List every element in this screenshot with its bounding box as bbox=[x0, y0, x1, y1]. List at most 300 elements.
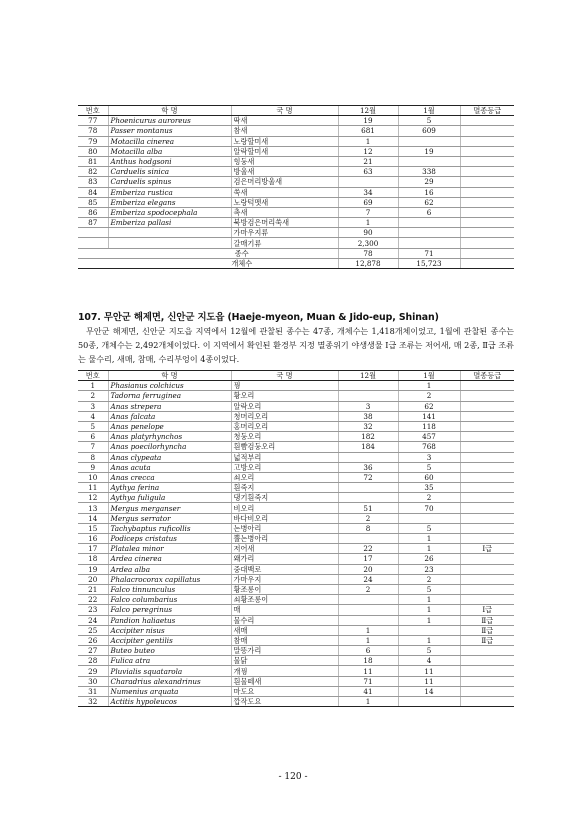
cell-january: 609 bbox=[398, 126, 460, 136]
header-number: 번호 bbox=[78, 106, 108, 116]
count-total-row bbox=[78, 258, 514, 268]
cell-endangered-grade bbox=[460, 442, 514, 452]
cell-number: 12 bbox=[78, 493, 108, 503]
cell-january: 3 bbox=[398, 452, 460, 462]
cell-number: 15 bbox=[78, 523, 108, 533]
cell-scientific-name: Mergus serrator bbox=[108, 513, 231, 523]
cell-endangered-grade bbox=[460, 493, 514, 503]
cell-scientific-name: Ardea cinerea bbox=[108, 554, 231, 564]
species-total-jan: 71 bbox=[398, 248, 460, 258]
table-body bbox=[78, 116, 514, 248]
cell-scientific-name: Charadrius alexandrinus bbox=[108, 676, 231, 686]
cell-korean-name: 검은머리방울새 bbox=[231, 177, 338, 187]
cell-january: 62 bbox=[398, 401, 460, 411]
cell-endangered-grade bbox=[460, 391, 514, 401]
cell-endangered-grade bbox=[460, 595, 514, 605]
cell-january: 5 bbox=[398, 462, 460, 472]
cell-endangered-grade bbox=[460, 167, 514, 177]
cell-endangered-grade bbox=[460, 462, 514, 472]
cell-korean-name: 가마우지 bbox=[231, 574, 338, 584]
table-row bbox=[78, 167, 514, 177]
cell-scientific-name: Motacilla cinerea bbox=[108, 136, 231, 146]
cell-number: 24 bbox=[78, 615, 108, 625]
table-row bbox=[78, 187, 514, 197]
cell-korean-name: 홍머리오리 bbox=[231, 421, 338, 431]
cell-january bbox=[398, 238, 460, 248]
cell-korean-name: 비오리 bbox=[231, 503, 338, 513]
cell-number: 16 bbox=[78, 534, 108, 544]
cell-january: 1 bbox=[398, 544, 460, 554]
cell-endangered-grade bbox=[460, 218, 514, 228]
cell-korean-name: 가마우지류 bbox=[231, 228, 338, 238]
cell-endangered-grade bbox=[460, 401, 514, 411]
cell-december bbox=[338, 605, 398, 615]
cell-korean-name: 쑥새 bbox=[231, 187, 338, 197]
cell-december: 184 bbox=[338, 442, 398, 452]
cell-endangered-grade bbox=[460, 126, 514, 136]
cell-number: 3 bbox=[78, 401, 108, 411]
cell-january: 1 bbox=[398, 595, 460, 605]
cell-scientific-name: Aythya ferina bbox=[108, 483, 231, 493]
cell-endangered-grade: Ⅰ급 bbox=[460, 544, 514, 554]
cell-december: 12 bbox=[338, 146, 398, 156]
cell-scientific-name: Mergus merganser bbox=[108, 503, 231, 513]
cell-scientific-name bbox=[108, 238, 231, 248]
cell-korean-name: 쇠황조롱이 bbox=[231, 595, 338, 605]
cell-endangered-grade bbox=[460, 187, 514, 197]
cell-korean-name: 흰물떼새 bbox=[231, 676, 338, 686]
cell-january: 26 bbox=[398, 554, 460, 564]
paragraph-text: 무안군 해제면, 신안군 지도읍 지역에서 12월에 관찰된 종수는 47종, 개체수는 1,418개체이었고, 1월에 관찰된 종수는 50종, 개체수는 2,492개체이었다. 이 지역에서 확인된 환경부 지정 멸종위기 야생생물 Ⅰ급 조류는 저어새, 매 2종, Ⅱ급 조류는 물수리, 새매, 참매, 수리부엉이 4종이었다. bbox=[78, 326, 514, 364]
cell-january: 1 bbox=[398, 605, 460, 615]
cell-korean-name: 말똥가리 bbox=[231, 646, 338, 656]
cell-number: 9 bbox=[78, 462, 108, 472]
cell-number: 19 bbox=[78, 564, 108, 574]
cell-scientific-name: Passer montanus bbox=[108, 126, 231, 136]
cell-december: 19 bbox=[338, 116, 398, 126]
cell-january: 60 bbox=[398, 472, 460, 482]
cell-scientific-name: Aythya fuligula bbox=[108, 493, 231, 503]
table-row bbox=[78, 421, 514, 431]
count-total-jan: 15,723 bbox=[398, 258, 460, 268]
table-row bbox=[78, 116, 514, 126]
table-row bbox=[78, 513, 514, 523]
cell-december: 6 bbox=[338, 646, 398, 656]
cell-korean-name: 물수리 bbox=[231, 615, 338, 625]
cell-korean-name: 방울새 bbox=[231, 167, 338, 177]
cell-korean-name: 개꿩 bbox=[231, 666, 338, 676]
cell-december: 90 bbox=[338, 228, 398, 238]
cell-january bbox=[398, 218, 460, 228]
cell-number: 6 bbox=[78, 432, 108, 442]
species-table-top bbox=[78, 105, 514, 269]
cell-january: 1 bbox=[398, 635, 460, 645]
cell-december bbox=[338, 595, 398, 605]
cell-number: 21 bbox=[78, 584, 108, 594]
cell-december: 1 bbox=[338, 136, 398, 146]
cell-endangered-grade bbox=[460, 177, 514, 187]
table-header-row bbox=[78, 371, 514, 381]
cell-december bbox=[338, 391, 398, 401]
cell-number: 80 bbox=[78, 146, 108, 156]
cell-korean-name: 참매 bbox=[231, 635, 338, 645]
header-number: 번호 bbox=[78, 371, 108, 381]
cell-scientific-name: Emberiza pallasi bbox=[108, 218, 231, 228]
cell-december: 32 bbox=[338, 421, 398, 431]
table-row bbox=[78, 605, 514, 615]
cell-number: 32 bbox=[78, 697, 108, 707]
cell-endangered-grade: Ⅰ급 bbox=[460, 605, 514, 615]
table-row bbox=[78, 462, 514, 472]
cell-scientific-name: Anas crecca bbox=[108, 472, 231, 482]
cell-december bbox=[338, 177, 398, 187]
table-row bbox=[78, 676, 514, 686]
cell-january: 457 bbox=[398, 432, 460, 442]
cell-korean-name: 촉새 bbox=[231, 207, 338, 217]
cell-december: 2 bbox=[338, 513, 398, 523]
species-total-row bbox=[78, 248, 514, 258]
table-row bbox=[78, 646, 514, 656]
cell-korean-name: 황오리 bbox=[231, 391, 338, 401]
table-row bbox=[78, 381, 514, 391]
table-row bbox=[78, 544, 514, 554]
cell-january bbox=[398, 513, 460, 523]
cell-korean-name: 논병아리 bbox=[231, 523, 338, 533]
table-row bbox=[78, 564, 514, 574]
cell-number: 17 bbox=[78, 544, 108, 554]
cell-endangered-grade bbox=[460, 584, 514, 594]
cell-endangered-grade bbox=[460, 503, 514, 513]
cell-january: 2 bbox=[398, 493, 460, 503]
cell-number bbox=[78, 228, 108, 238]
table-row bbox=[78, 391, 514, 401]
cell-endangered-grade bbox=[460, 207, 514, 217]
cell-number: 10 bbox=[78, 472, 108, 482]
cell-endangered-grade bbox=[460, 197, 514, 207]
table-row bbox=[78, 472, 514, 482]
cell-korean-name: 꿩 bbox=[231, 381, 338, 391]
cell-december: 2,300 bbox=[338, 238, 398, 248]
cell-number: 86 bbox=[78, 207, 108, 217]
cell-january: 768 bbox=[398, 442, 460, 452]
cell-january: 5 bbox=[398, 116, 460, 126]
species-total-label: 종수 bbox=[78, 248, 338, 258]
table-row bbox=[78, 697, 514, 707]
cell-january: 29 bbox=[398, 177, 460, 187]
table-row bbox=[78, 218, 514, 228]
cell-december bbox=[338, 493, 398, 503]
cell-number: 85 bbox=[78, 197, 108, 207]
cell-number: 77 bbox=[78, 116, 108, 126]
table-row bbox=[78, 146, 514, 156]
cell-scientific-name: Emberiza elegans bbox=[108, 197, 231, 207]
cell-january: 4 bbox=[398, 656, 460, 666]
table-row bbox=[78, 442, 514, 452]
cell-number: 31 bbox=[78, 686, 108, 696]
cell-scientific-name: Actitis hypoleucos bbox=[108, 697, 231, 707]
cell-number: 22 bbox=[78, 595, 108, 605]
cell-number: 28 bbox=[78, 656, 108, 666]
table-row bbox=[78, 411, 514, 421]
cell-december: 17 bbox=[338, 554, 398, 564]
cell-scientific-name: Tachybaptus ruficollis bbox=[108, 523, 231, 533]
section-paragraph bbox=[78, 324, 514, 366]
cell-korean-name: 새매 bbox=[231, 625, 338, 635]
table-row bbox=[78, 238, 514, 248]
cell-january: 23 bbox=[398, 564, 460, 574]
table-row bbox=[78, 197, 514, 207]
cell-january: 338 bbox=[398, 167, 460, 177]
cell-korean-name: 갈매기류 bbox=[231, 238, 338, 248]
table-row bbox=[78, 686, 514, 696]
cell-december: 41 bbox=[338, 686, 398, 696]
cell-january bbox=[398, 136, 460, 146]
cell-december bbox=[338, 483, 398, 493]
cell-january bbox=[398, 625, 460, 635]
cell-korean-name: 깝작도요 bbox=[231, 697, 338, 707]
cell-december: 72 bbox=[338, 472, 398, 482]
table-row bbox=[78, 615, 514, 625]
cell-scientific-name: Anas acuta bbox=[108, 462, 231, 472]
table-row bbox=[78, 635, 514, 645]
cell-december: 38 bbox=[338, 411, 398, 421]
cell-number: 13 bbox=[78, 503, 108, 513]
cell-december: 69 bbox=[338, 197, 398, 207]
table-row bbox=[78, 656, 514, 666]
cell-december: 20 bbox=[338, 564, 398, 574]
cell-number: 8 bbox=[78, 452, 108, 462]
cell-number: 2 bbox=[78, 391, 108, 401]
table-row bbox=[78, 523, 514, 533]
section-heading: 107. 무안군 해제면, 신안군 지도읍 (Haeje-myeon, Muan & Jido-eup, Shinan) bbox=[78, 312, 439, 323]
cell-scientific-name: Anthus hodgsoni bbox=[108, 156, 231, 166]
table-row bbox=[78, 126, 514, 136]
cell-number: 14 bbox=[78, 513, 108, 523]
cell-january: 5 bbox=[398, 584, 460, 594]
cell-endangered-grade bbox=[460, 136, 514, 146]
empty-cell bbox=[460, 258, 514, 268]
cell-korean-name: 딱새 bbox=[231, 116, 338, 126]
cell-number: 29 bbox=[78, 666, 108, 676]
species-table-haeje bbox=[78, 370, 514, 707]
cell-december: 22 bbox=[338, 544, 398, 554]
cell-scientific-name: Pluvialis squatarola bbox=[108, 666, 231, 676]
cell-number: 11 bbox=[78, 483, 108, 493]
cell-scientific-name: Emberiza rustica bbox=[108, 187, 231, 197]
cell-january bbox=[398, 228, 460, 238]
cell-korean-name: 왜가리 bbox=[231, 554, 338, 564]
cell-december: 8 bbox=[338, 523, 398, 533]
cell-number: 7 bbox=[78, 442, 108, 452]
cell-korean-name: 흰뺨검둥오리 bbox=[231, 442, 338, 452]
cell-korean-name: 청머리오리 bbox=[231, 411, 338, 421]
cell-number: 30 bbox=[78, 676, 108, 686]
cell-january: 6 bbox=[398, 207, 460, 217]
table-row bbox=[78, 625, 514, 635]
cell-endangered-grade: Ⅱ급 bbox=[460, 615, 514, 625]
cell-december bbox=[338, 452, 398, 462]
cell-scientific-name bbox=[108, 228, 231, 238]
cell-korean-name: 마도요 bbox=[231, 686, 338, 696]
cell-number: 81 bbox=[78, 156, 108, 166]
cell-january: 35 bbox=[398, 483, 460, 493]
cell-january: 2 bbox=[398, 574, 460, 584]
cell-korean-name: 뿔논병아리 bbox=[231, 534, 338, 544]
table-row bbox=[78, 574, 514, 584]
header-korean-name: 국 명 bbox=[231, 371, 338, 381]
cell-scientific-name: Numenius arquata bbox=[108, 686, 231, 696]
cell-endangered-grade bbox=[460, 656, 514, 666]
cell-december: 11 bbox=[338, 666, 398, 676]
header-scientific-name: 학 명 bbox=[108, 371, 231, 381]
table-header-row bbox=[78, 106, 514, 116]
header-scientific-name: 학 명 bbox=[108, 106, 231, 116]
cell-december: 1 bbox=[338, 218, 398, 228]
table-body bbox=[78, 381, 514, 707]
cell-korean-name: 힝둥새 bbox=[231, 156, 338, 166]
empty-cell bbox=[460, 248, 514, 258]
cell-january bbox=[398, 697, 460, 707]
cell-korean-name: 참새 bbox=[231, 126, 338, 136]
cell-january: 16 bbox=[398, 187, 460, 197]
cell-scientific-name: Accipiter nisus bbox=[108, 625, 231, 635]
table-row bbox=[78, 584, 514, 594]
cell-endangered-grade bbox=[460, 156, 514, 166]
cell-korean-name: 고방오리 bbox=[231, 462, 338, 472]
cell-number: 25 bbox=[78, 625, 108, 635]
cell-scientific-name: Anas poecilorhyncha bbox=[108, 442, 231, 452]
header-korean-name: 국 명 bbox=[231, 106, 338, 116]
cell-december: 71 bbox=[338, 676, 398, 686]
cell-number: 23 bbox=[78, 605, 108, 615]
cell-scientific-name: Carduelis sinica bbox=[108, 167, 231, 177]
cell-number: 18 bbox=[78, 554, 108, 564]
cell-endangered-grade bbox=[460, 513, 514, 523]
table-row bbox=[78, 534, 514, 544]
header-january: 1월 bbox=[398, 106, 460, 116]
cell-scientific-name: Fulica atra bbox=[108, 656, 231, 666]
table-row bbox=[78, 554, 514, 564]
cell-endangered-grade bbox=[460, 483, 514, 493]
cell-december: 1 bbox=[338, 697, 398, 707]
cell-january: 11 bbox=[398, 676, 460, 686]
header-december: 12월 bbox=[338, 371, 398, 381]
cell-january: 62 bbox=[398, 197, 460, 207]
table-row bbox=[78, 452, 514, 462]
cell-endangered-grade bbox=[460, 646, 514, 656]
cell-scientific-name: Phasianus colchicus bbox=[108, 381, 231, 391]
cell-endangered-grade bbox=[460, 666, 514, 676]
cell-january: 19 bbox=[398, 146, 460, 156]
cell-korean-name: 황조롱이 bbox=[231, 584, 338, 594]
cell-korean-name: 노랑턱멧새 bbox=[231, 197, 338, 207]
cell-scientific-name: Carduelis spinus bbox=[108, 177, 231, 187]
table-row bbox=[78, 666, 514, 676]
cell-korean-name: 알락오리 bbox=[231, 401, 338, 411]
header-january: 1월 bbox=[398, 371, 460, 381]
table-row bbox=[78, 136, 514, 146]
cell-december: 21 bbox=[338, 156, 398, 166]
cell-december: 18 bbox=[338, 656, 398, 666]
cell-number: 26 bbox=[78, 635, 108, 645]
table-row bbox=[78, 401, 514, 411]
header-december: 12월 bbox=[338, 106, 398, 116]
cell-endangered-grade bbox=[460, 686, 514, 696]
cell-december: 24 bbox=[338, 574, 398, 584]
cell-number: 79 bbox=[78, 136, 108, 146]
cell-scientific-name: Falco tinnunculus bbox=[108, 584, 231, 594]
cell-endangered-grade bbox=[460, 238, 514, 248]
cell-korean-name: 중대백로 bbox=[231, 564, 338, 574]
cell-endangered-grade bbox=[460, 574, 514, 584]
cell-scientific-name: Phalacrocorax capillatus bbox=[108, 574, 231, 584]
cell-endangered-grade bbox=[460, 452, 514, 462]
cell-number: 27 bbox=[78, 646, 108, 656]
table-row bbox=[78, 228, 514, 238]
table-row bbox=[78, 483, 514, 493]
page-number: - 120 - bbox=[278, 772, 308, 782]
table-row bbox=[78, 595, 514, 605]
cell-january: 1 bbox=[398, 381, 460, 391]
table-row bbox=[78, 156, 514, 166]
cell-scientific-name: Motacilla alba bbox=[108, 146, 231, 156]
cell-december: 7 bbox=[338, 207, 398, 217]
cell-number: 82 bbox=[78, 167, 108, 177]
cell-december: 63 bbox=[338, 167, 398, 177]
cell-january: 2 bbox=[398, 391, 460, 401]
table-row bbox=[78, 177, 514, 187]
cell-korean-name: 쇠오리 bbox=[231, 472, 338, 482]
cell-scientific-name: Tadorna ferruginea bbox=[108, 391, 231, 401]
cell-number: 84 bbox=[78, 187, 108, 197]
cell-december: 681 bbox=[338, 126, 398, 136]
cell-endangered-grade bbox=[460, 381, 514, 391]
cell-korean-name: 저어새 bbox=[231, 544, 338, 554]
cell-january: 118 bbox=[398, 421, 460, 431]
cell-scientific-name: Anas falcata bbox=[108, 411, 231, 421]
cell-january: 1 bbox=[398, 534, 460, 544]
cell-scientific-name: Phoenicurus auroreus bbox=[108, 116, 231, 126]
cell-number: 5 bbox=[78, 421, 108, 431]
cell-scientific-name: Anas platyrhynchos bbox=[108, 432, 231, 442]
cell-december: 1 bbox=[338, 625, 398, 635]
table-row bbox=[78, 503, 514, 513]
cell-korean-name: 노랑할미새 bbox=[231, 136, 338, 146]
cell-korean-name: 매 bbox=[231, 605, 338, 615]
cell-endangered-grade bbox=[460, 228, 514, 238]
cell-scientific-name: Falco peregrinus bbox=[108, 605, 231, 615]
cell-january: 14 bbox=[398, 686, 460, 696]
cell-endangered-grade bbox=[460, 554, 514, 564]
cell-number: 4 bbox=[78, 411, 108, 421]
cell-endangered-grade bbox=[460, 116, 514, 126]
cell-endangered-grade bbox=[460, 472, 514, 482]
cell-number: 87 bbox=[78, 218, 108, 228]
cell-december: 182 bbox=[338, 432, 398, 442]
cell-december: 3 bbox=[338, 401, 398, 411]
cell-korean-name: 댕기흰죽지 bbox=[231, 493, 338, 503]
cell-korean-name: 북방검은머리쑥새 bbox=[231, 218, 338, 228]
table-row bbox=[78, 207, 514, 217]
cell-scientific-name: Pandion haliaetus bbox=[108, 615, 231, 625]
cell-december: 51 bbox=[338, 503, 398, 513]
cell-endangered-grade bbox=[460, 676, 514, 686]
cell-number: 20 bbox=[78, 574, 108, 584]
cell-january: 141 bbox=[398, 411, 460, 421]
header-endangered-grade: 멸종등급 bbox=[460, 106, 514, 116]
cell-scientific-name: Ardea alba bbox=[108, 564, 231, 574]
cell-december: 2 bbox=[338, 584, 398, 594]
